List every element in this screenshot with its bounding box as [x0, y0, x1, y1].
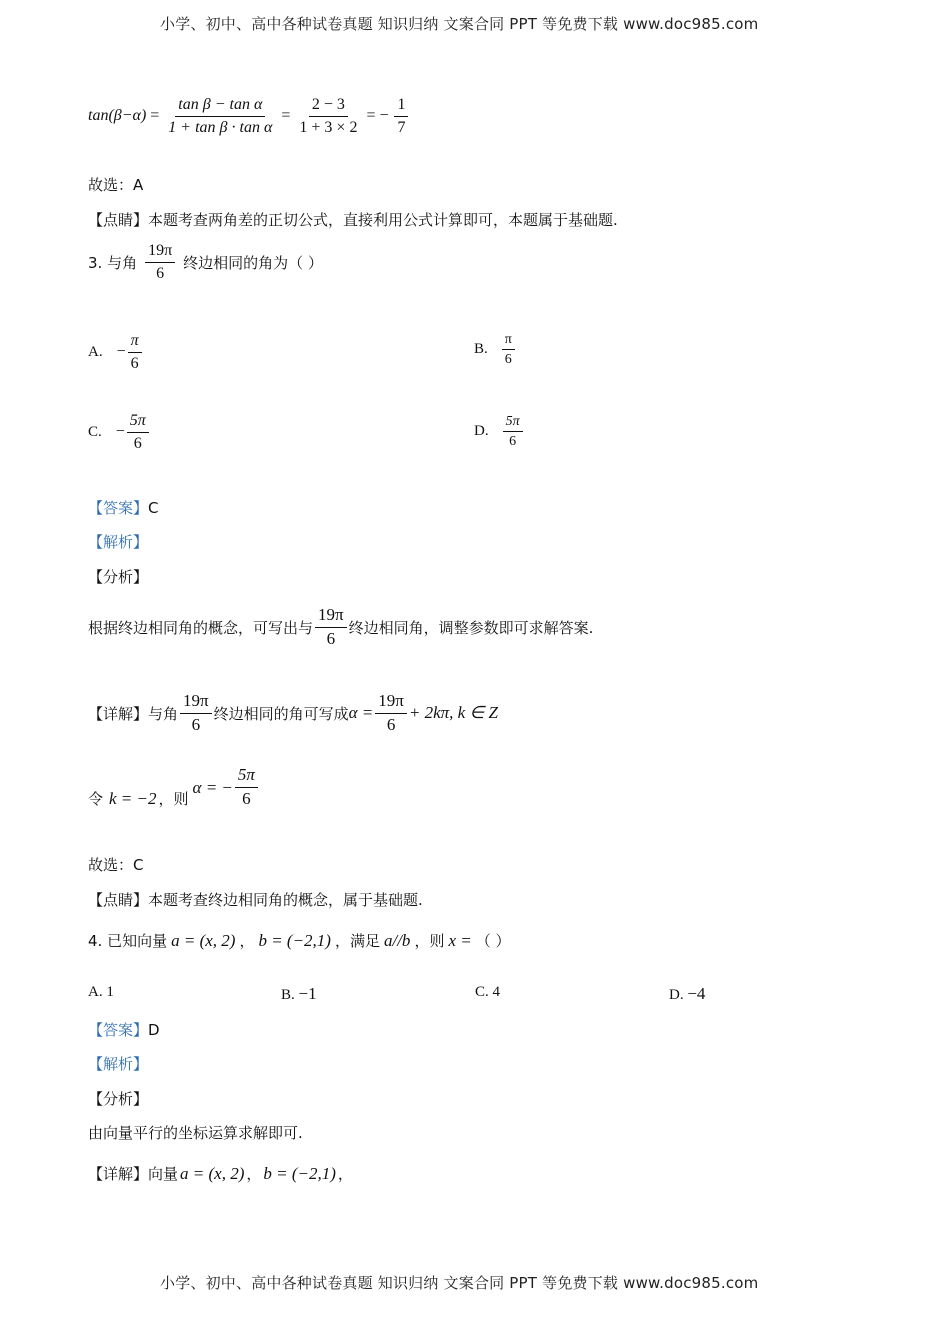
option-value: −4	[687, 984, 706, 1003]
answer-value: D	[148, 1021, 160, 1039]
q3-fenxi-text	[88, 606, 593, 648]
q4-detail-b: b = (−2,1)	[263, 1163, 336, 1183]
formula-lhs: tan(β−α)	[88, 107, 147, 125]
q4-answer	[88, 1019, 160, 1040]
q4-cond: a//b	[383, 930, 411, 950]
q4-detail	[88, 1163, 353, 1184]
q3-frac-num: 19π	[145, 242, 175, 263]
q3-fenxi-tag: 【分析】	[88, 568, 149, 586]
q3-answer	[88, 497, 159, 518]
answer-value: C	[148, 499, 159, 517]
option-label: B.	[281, 987, 295, 1003]
option-value: 4	[492, 984, 501, 1000]
formula-den3: 7	[397, 118, 406, 136]
let-frac-den: 6	[242, 789, 251, 808]
q4-option-a[interactable]	[88, 984, 114, 1001]
option-value: 1	[106, 984, 114, 1000]
option-den: 6	[130, 354, 139, 372]
option-label: C.	[88, 423, 102, 440]
detail-frac-den: 6	[191, 714, 201, 734]
tan-difference-formula: tan(β−α) = $\frac{\text{tan β − tan α}}{\text{1 + tan β · tan α}}$ = $\frac{2 - 3}{1 + 3 \times 2}$ = − $\frac{1}{7}$	[88, 96, 410, 136]
fenxi-frac-den: 6	[326, 628, 336, 648]
option-num: 5π	[127, 412, 149, 433]
let-alpha: α = −	[192, 777, 233, 797]
q4-option-d[interactable]	[669, 984, 705, 1004]
option-den: 6	[509, 434, 517, 450]
detail-frac2-num: 19π	[375, 692, 407, 714]
formula-num1: tan β − tan α	[175, 96, 265, 117]
q3-let	[88, 766, 260, 809]
detail-pre: 【详解】与角	[88, 704, 179, 723]
page-header: 小学、初中、高中各种试卷真题 知识归纳 文案合同 PPT 等免费下载 www.doc985.com	[160, 15, 759, 33]
q4-detail-end: ，	[337, 1165, 353, 1183]
option-sign: −	[115, 423, 125, 441]
q3-option-a[interactable]	[88, 332, 144, 372]
option-label: A.	[88, 343, 103, 360]
let-frac-num: 5π	[235, 766, 258, 788]
q4-detail-pre: 【详解】向量	[88, 1165, 179, 1183]
option-sign: −	[116, 343, 126, 361]
q2-choice: 故选：A	[88, 176, 144, 194]
q3-analysis-tag: 【解析】	[88, 533, 149, 551]
q4-ask: x =	[448, 930, 472, 950]
q4-prefix: 4. 已知向量	[88, 932, 168, 950]
formula-den2: 1 + 3 × 2	[299, 118, 358, 136]
q3-prefix: 3. 与角	[88, 253, 138, 272]
option-label: C.	[475, 984, 489, 1000]
q4-fenxi-text: 由向量平行的坐标运算求解即可.	[88, 1124, 303, 1142]
option-label: D.	[474, 423, 489, 440]
q4-option-c[interactable]	[475, 984, 500, 1001]
formula-num3: 1	[394, 96, 408, 117]
q3-choice: 故选：C	[88, 856, 144, 874]
q3-detail	[88, 692, 498, 734]
formula-num2: 2 − 3	[309, 96, 348, 117]
fenxi-post: 终边相同角，调整参数即可求解答案.	[348, 618, 594, 637]
option-label: B.	[474, 341, 488, 358]
q4-analysis-tag: 【解析】	[88, 1055, 149, 1073]
q3-suffix: 终边相同的角为（ ）	[183, 253, 323, 272]
q3-note: 【点睛】本题考查终边相同角的概念，属于基础题.	[88, 891, 423, 909]
q4-option-b[interactable]	[281, 984, 317, 1004]
detail-tail: + 2kπ, k ∈ Z	[408, 703, 498, 723]
detail-frac2-den: 6	[386, 714, 396, 734]
formula-den1: 1 + tan β · tan α	[168, 118, 273, 136]
answer-tag: 【答案】	[88, 1021, 149, 1039]
q3-option-d[interactable]	[474, 414, 525, 450]
option-num: π	[128, 332, 142, 353]
q4-detail-sep: ，	[246, 1165, 262, 1183]
q4-ask-post: （ ）	[475, 932, 511, 950]
let-pre: 令	[88, 790, 104, 808]
let-k: k = −2	[109, 788, 157, 808]
option-value: −1	[298, 984, 317, 1003]
q4-fenxi-tag: 【分析】	[88, 1090, 149, 1108]
q3-frac-den: 6	[156, 264, 165, 282]
detail-alpha: α =	[348, 703, 374, 723]
option-num: π	[502, 332, 515, 350]
fenxi-pre: 根据终边相同角的概念，可写出与	[88, 618, 314, 637]
fenxi-frac-num: 19π	[315, 606, 347, 628]
q4-stem: 4. 已知向量 a = (x, 2) ， b = (−2,1) ，满足 a//b ，则 x = （ ）	[88, 930, 511, 950]
q4-vector-b: b = (−2,1)	[258, 930, 331, 950]
option-num: 5π	[503, 414, 523, 432]
q4-ask-pre: ，则	[414, 932, 445, 950]
option-label: D.	[669, 987, 684, 1003]
q4-vector-a: a = (x, 2)	[171, 930, 236, 950]
detail-mid: 终边相同的角可写成	[213, 704, 349, 723]
answer-tag: 【答案】	[88, 499, 149, 517]
detail-frac-num: 19π	[180, 692, 212, 714]
q4-detail-a: a = (x, 2)	[180, 1163, 245, 1183]
option-den: 6	[133, 434, 142, 452]
q4-cond-pre: ，满足	[334, 932, 380, 950]
option-label: A.	[88, 984, 103, 1000]
option-den: 6	[504, 352, 512, 368]
q3-option-b[interactable]	[474, 332, 517, 368]
page-footer: 小学、初中、高中各种试卷真题 知识归纳 文案合同 PPT 等免费下载 www.doc985.com	[160, 1274, 759, 1292]
q3-option-c[interactable]	[88, 412, 151, 452]
formula-sign: = −	[366, 107, 389, 125]
q2-note: 【点睛】本题考查两角差的正切公式，直接利用公式计算即可，本题属于基础题.	[88, 211, 618, 229]
let-mid: ，则	[158, 790, 189, 808]
q3-stem	[88, 242, 323, 282]
